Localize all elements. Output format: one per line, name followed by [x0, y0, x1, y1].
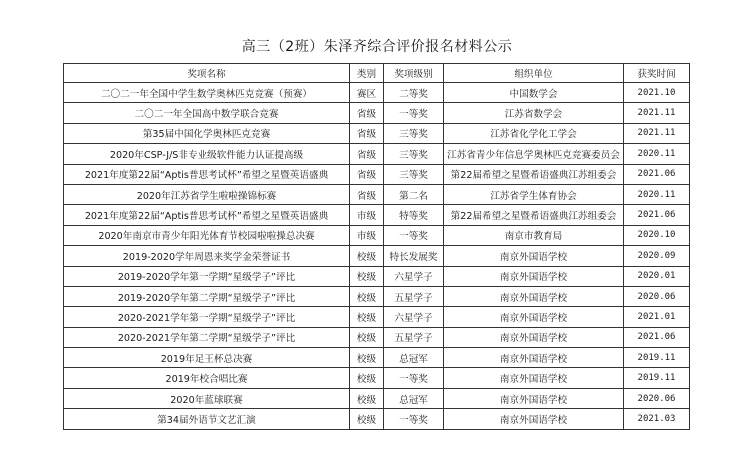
cell-award-date: 2020.09	[624, 246, 690, 266]
cell-award-date: 2021.06	[624, 327, 690, 347]
cell-award-name: 第34届外语节文艺汇演	[64, 409, 350, 429]
table-body	[64, 83, 690, 430]
cell-award-name: 2021年度第22届“Aptis普思考试杯”希望之星暨英语盛典	[64, 205, 350, 225]
cell-organizer: 南京外国语学校	[444, 286, 624, 306]
table-row	[64, 144, 690, 164]
cell-award-name: 二〇二一年全国高中数学联合竞赛	[64, 103, 350, 123]
cell-award-name: 2020-2021学年第一学期“星级学子”评比	[64, 307, 350, 327]
cell-organizer: 南京市教育局	[444, 225, 624, 245]
header-award-date: 获奖时间	[624, 64, 690, 83]
cell-category: 校级	[350, 327, 384, 347]
cell-category: 校级	[350, 266, 384, 286]
cell-award-level: 总冠军	[384, 388, 444, 408]
cell-award-level: 三等奖	[384, 144, 444, 164]
cell-award-level: 六星学子	[384, 307, 444, 327]
cell-award-date: 2021.06	[624, 205, 690, 225]
cell-award-level: 第二名	[384, 184, 444, 204]
cell-organizer: 江苏省青少年信息学奥林匹克竞赛委员会	[444, 144, 624, 164]
cell-award-date: 2020.06	[624, 286, 690, 306]
cell-category: 校级	[350, 368, 384, 388]
cell-award-level: 六星学子	[384, 266, 444, 286]
cell-award-date: 2020.01	[624, 266, 690, 286]
cell-award-name: 2020-2021学年第二学期“星级学子”评比	[64, 327, 350, 347]
table-row	[64, 286, 690, 306]
cell-award-level: 五星学子	[384, 286, 444, 306]
cell-organizer: 第22届希望之星暨希语盛典江苏组委会	[444, 164, 624, 184]
cell-award-name: 2019年足王杯总决赛	[64, 348, 350, 368]
table-row	[64, 266, 690, 286]
cell-award-name: 2021年度第22届“Aptis普思考试杯”希望之星暨英语盛典	[64, 164, 350, 184]
cell-organizer: 第22届希望之星暨希语盛典江苏组委会	[444, 205, 624, 225]
cell-award-date: 2019.11	[624, 348, 690, 368]
cell-award-name: 2019年校合唱比赛	[64, 368, 350, 388]
cell-category: 省级	[350, 184, 384, 204]
page-title: 高三（2班）朱泽齐综合评价报名材料公示	[241, 39, 513, 55]
cell-award-date: 2021.06	[624, 164, 690, 184]
cell-award-level: 特等奖	[384, 205, 444, 225]
awards-table	[63, 63, 690, 430]
cell-organizer: 江苏省学生体育协会	[444, 184, 624, 204]
cell-award-name: 2020年南京市青少年阳光体育节校园啦啦操总决赛	[64, 225, 350, 245]
cell-category: 校级	[350, 286, 384, 306]
cell-organizer: 南京外国语学校	[444, 327, 624, 347]
cell-award-date: 2021.01	[624, 307, 690, 327]
cell-award-level: 一等奖	[384, 103, 444, 123]
cell-award-level: 一等奖	[384, 368, 444, 388]
cell-organizer: 中国数学会	[444, 83, 624, 103]
cell-award-date: 2020.11	[624, 144, 690, 164]
cell-organizer: 南京外国语学校	[444, 307, 624, 327]
header-organizer: 组织单位	[444, 64, 624, 83]
table-row	[64, 368, 690, 388]
cell-award-date: 2021.03	[624, 409, 690, 429]
cell-award-level: 三等奖	[384, 123, 444, 143]
cell-organizer: 江苏省化学化工学会	[444, 123, 624, 143]
cell-organizer: 南京外国语学校	[444, 246, 624, 266]
cell-award-level: 总冠军	[384, 348, 444, 368]
table-row	[64, 103, 690, 123]
cell-award-date: 2021.11	[624, 103, 690, 123]
cell-award-name: 二〇二一年全国中学生数学奥林匹克竞赛（预赛）	[64, 83, 350, 103]
cell-organizer: 南京外国语学校	[444, 266, 624, 286]
cell-category: 校级	[350, 388, 384, 408]
cell-category: 省级	[350, 123, 384, 143]
cell-award-date: 2021.10	[624, 83, 690, 103]
cell-organizer: 江苏省数学会	[444, 103, 624, 123]
table-row	[64, 205, 690, 225]
cell-award-level: 一等奖	[384, 409, 444, 429]
cell-award-name: 2020年江苏省学生啦啦操锦标赛	[64, 184, 350, 204]
cell-organizer: 南京外国语学校	[444, 368, 624, 388]
cell-organizer: 南京外国语学校	[444, 409, 624, 429]
table-row	[64, 409, 690, 429]
cell-award-date: 2020.06	[624, 388, 690, 408]
cell-award-date: 2020.10	[624, 225, 690, 245]
cell-category: 校级	[350, 246, 384, 266]
table-row	[64, 348, 690, 368]
cell-award-level: 三等奖	[384, 164, 444, 184]
table-row	[64, 184, 690, 204]
table-row	[64, 327, 690, 347]
table-row	[64, 225, 690, 245]
table-row	[64, 246, 690, 266]
cell-award-name: 2020年CSP-J/S非专业级软件能力认证提高级	[64, 144, 350, 164]
cell-organizer: 南京外国语学校	[444, 348, 624, 368]
cell-category: 省级	[350, 164, 384, 184]
cell-award-name: 2019-2020学年周恩来奖学金荣誉证书	[64, 246, 350, 266]
cell-award-level: 二等奖	[384, 83, 444, 103]
cell-category: 校级	[350, 348, 384, 368]
cell-category: 省级	[350, 144, 384, 164]
cell-category: 校级	[350, 409, 384, 429]
header-row	[64, 64, 690, 83]
cell-award-date: 2021.11	[624, 123, 690, 143]
cell-award-level: 五星学子	[384, 327, 444, 347]
header-award-level: 奖项级别	[384, 64, 444, 83]
cell-award-date: 2020.11	[624, 184, 690, 204]
cell-category: 赛区	[350, 83, 384, 103]
cell-award-name: 2020年蓝球联赛	[64, 388, 350, 408]
cell-category: 市级	[350, 205, 384, 225]
cell-award-level: 一等奖	[384, 225, 444, 245]
cell-category: 校级	[350, 307, 384, 327]
table-row	[64, 307, 690, 327]
table-row	[64, 388, 690, 408]
header-category: 类别	[350, 64, 384, 83]
header-award-name: 奖项名称	[64, 64, 350, 83]
table-header	[64, 64, 690, 83]
table-row	[64, 164, 690, 184]
cell-organizer: 南京外国语学校	[444, 388, 624, 408]
cell-award-level: 特长发展奖	[384, 246, 444, 266]
cell-award-name: 2019-2020学年第一学期“星级学子”评比	[64, 266, 350, 286]
cell-category: 省级	[350, 103, 384, 123]
cell-award-name: 2019-2020学年第二学期“星级学子”评比	[64, 286, 350, 306]
cell-award-date: 2019.11	[624, 368, 690, 388]
cell-award-name: 第35届中国化学奥林匹克竞赛	[64, 123, 350, 143]
table-row	[64, 83, 690, 103]
cell-category: 市级	[350, 225, 384, 245]
table-row	[64, 123, 690, 143]
